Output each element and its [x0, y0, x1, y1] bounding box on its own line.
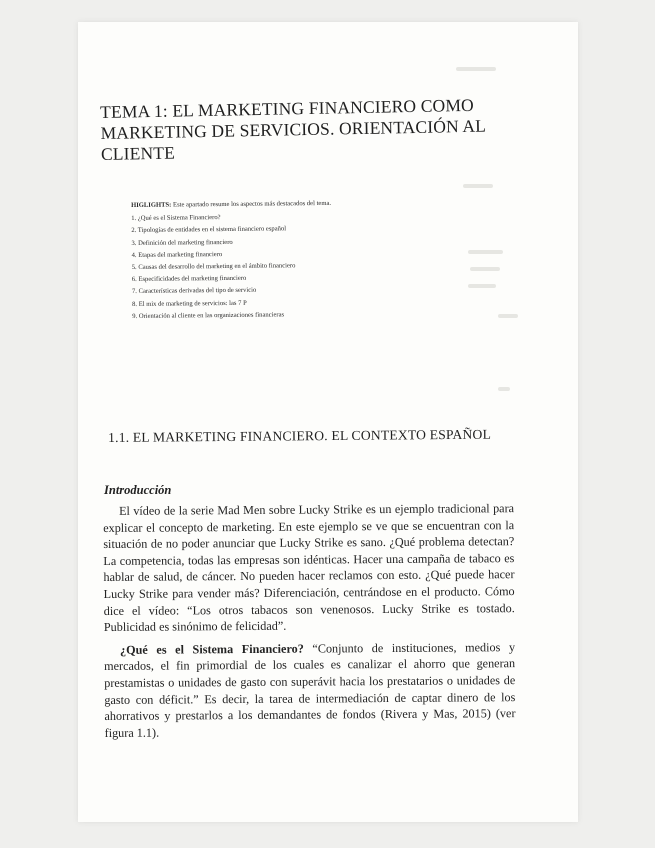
chapter-title-line: MARKETING DE SERVICIOS. ORIENTACIÓN AL — [100, 115, 487, 143]
highlights-item: 7. Características derivadas del tipo de servicio — [131, 287, 257, 296]
highlights-item: 2. Tipologías de entidades en el sistema financiero español — [131, 225, 287, 235]
highlights-item: 5. Causas del desarrollo del marketing en el ámbito financiero — [131, 262, 296, 272]
highlights-intro-text: Este apartado resume los aspectos más destacados del tema. — [172, 199, 332, 209]
highlights-label: HIGLIGHTS: — [131, 201, 172, 209]
paragraph-text: “Conjunto de instituciones, medios y mercados, el fin primordial de los cuales es canalizar el ahorro que generan prestamistas o unidades de gasto con superávit hacia los prestatarios o unidades de gasto con déficit.” Es decir, la tarea de intermediación de captar dinero de los ahorrativos y prestarlos a los demandantes de fondos (Rivera y Mas, 2015) (ver figura 1.1). — [104, 639, 516, 740]
bleed-through-mark — [468, 250, 503, 254]
section-heading: 1.1. EL MARKETING FINANCIERO. EL CONTEXTO ESPAÑOL — [108, 426, 492, 445]
highlights-item: 4. Etapas del marketing financiero — [131, 250, 223, 259]
bleed-through-mark — [498, 314, 518, 318]
bleed-through-mark — [468, 284, 496, 288]
highlights-box — [131, 197, 452, 323]
paragraph — [104, 639, 516, 741]
highlights-item: 6. Especificidades del marketing financiero — [131, 275, 247, 284]
paragraph: El vídeo de la serie Mad Men sobre Lucky Strike es un ejemplo tradicional para explicar el concepto de marketing. En este ejemplo se ve que se encuentran con la situación de no poder anunciar que Lucky Strike es sano. ¿Qué problema detectan? La competencia, todas las empresas son idénticas. Hacer una campaña de tabaco es hablar de salud, de cáncer. No pueden hacer reclamos con esto. ¿Qué puede hacer Lucky Strike para vender más? Diferenciación, centrándose en el producto. Cómo dice el vídeo: “Los otros tabacos son venenosos. Lucky Strike es tostado. Publicidad es sinónimo de felicidad”. — [103, 501, 515, 635]
highlights-list — [131, 210, 452, 323]
chapter-title-line: CLIENTE — [100, 142, 176, 164]
subsection-heading: Introducción — [104, 483, 172, 497]
highlights-item: 9. Orientación al cliente en las organizaciones financieras — [132, 311, 285, 320]
bleed-through-mark — [470, 267, 500, 271]
highlights-item: 8. El mix de marketing de servicios: las 7 P — [132, 299, 247, 308]
body-text — [103, 500, 516, 747]
paragraph-lead-term: ¿Qué es el Sistema Financiero? — [119, 641, 304, 657]
bleed-through-mark — [498, 387, 510, 391]
bleed-through-mark — [456, 67, 496, 71]
bleed-through-mark — [463, 184, 493, 188]
chapter-title-line: TEMA 1: EL MARKETING FINANCIERO COMO — [100, 94, 475, 122]
highlights-item: 3. Definición del marketing financiero — [131, 238, 233, 247]
chapter-title — [100, 94, 521, 165]
highlights-item: 1. ¿Qué es el Sistema Financiero? — [131, 214, 221, 223]
